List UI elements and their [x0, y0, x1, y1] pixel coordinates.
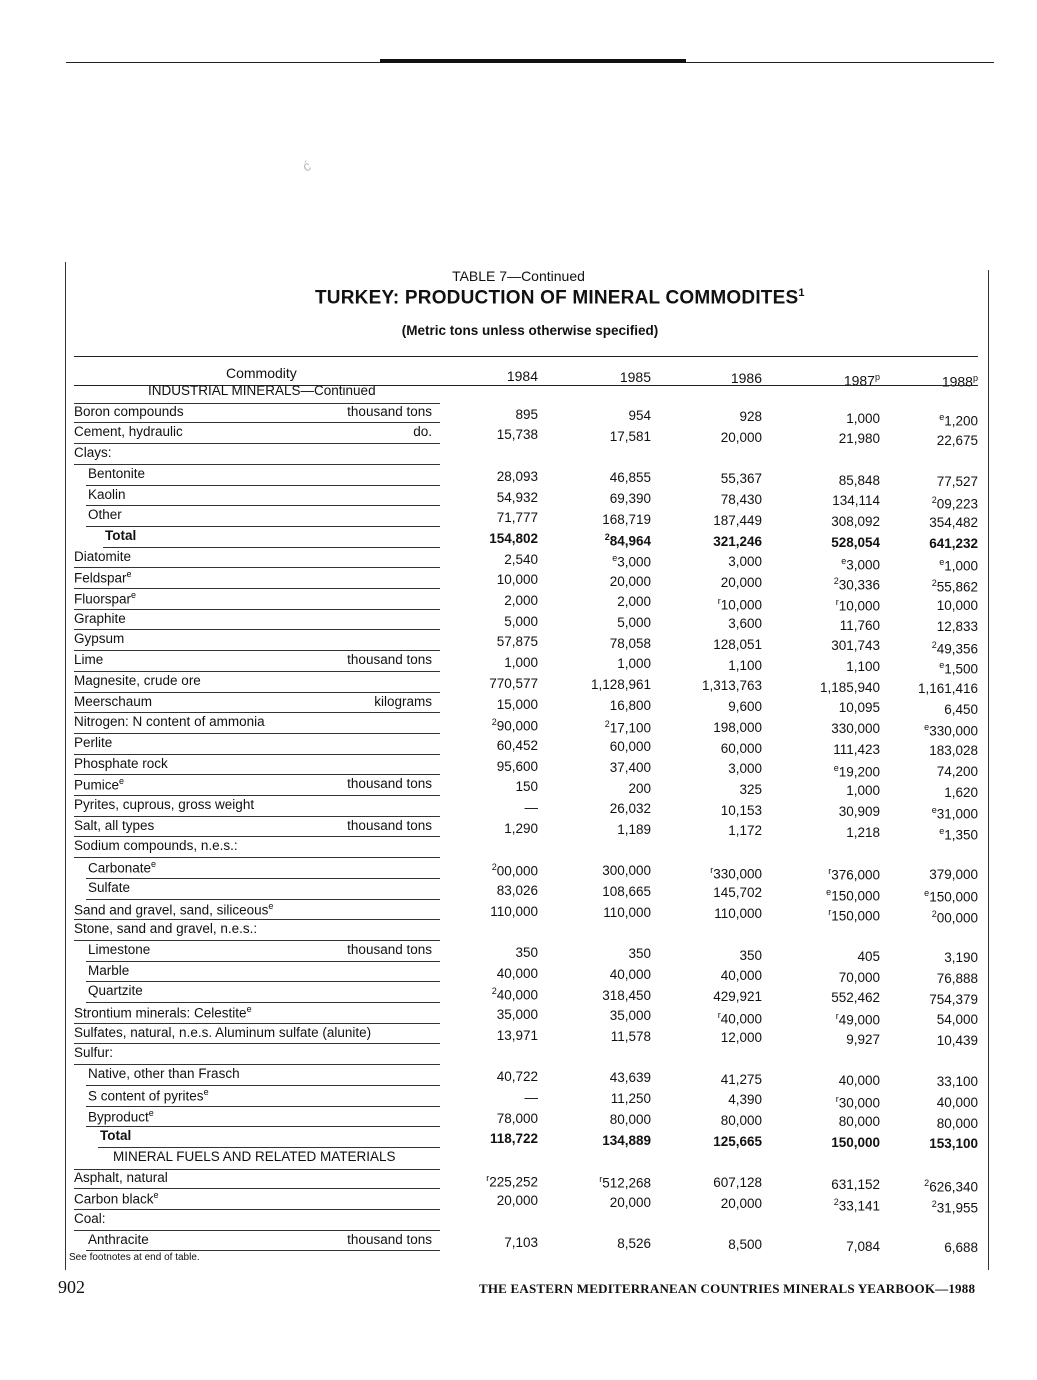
row-rule — [74, 712, 440, 713]
value-cell: 78,058 — [609, 635, 651, 651]
commodity-label: Total — [100, 1128, 132, 1144]
value-cell: 12,833 — [936, 618, 978, 634]
value-cell: 895 — [515, 406, 538, 422]
value-cell: 1,620 — [944, 784, 978, 800]
value-cell: 150,000 — [831, 1135, 880, 1151]
row-rule — [74, 774, 440, 775]
value-cell: 60,000 — [720, 740, 762, 756]
column-header-1984: 1984 — [506, 368, 538, 384]
value-cell: 35,000 — [496, 1007, 538, 1022]
row-rule — [74, 443, 440, 444]
row-rule — [86, 899, 440, 900]
value-cell: $^2$40,000 — [491, 986, 538, 1003]
value-cell: $^r$376,000 — [828, 866, 880, 883]
row-rule — [74, 422, 440, 423]
value-cell: 40,000 — [496, 965, 538, 981]
value-cell: 134,889 — [602, 1132, 651, 1148]
commodity-label: Other — [88, 507, 122, 523]
row-rule — [74, 650, 440, 651]
value-cell: 46,855 — [609, 470, 651, 486]
value-cell: $^r$330,000 — [710, 864, 762, 882]
pencil-mark: ć — [299, 157, 314, 175]
value-cell: 134,114 — [832, 493, 880, 509]
table-title-text: TURKEY: PRODUCTION OF MINERAL COMMODITES — [315, 287, 799, 309]
value-cell: 20,000 — [720, 574, 762, 590]
value-cell: 150 — [515, 779, 538, 795]
commodity-label: Bentonite — [88, 465, 146, 481]
column-header-1985: 1985 — [619, 369, 651, 386]
commodity-label: Sulfur: — [74, 1045, 114, 1061]
value-cell: 22,675 — [936, 432, 978, 448]
value-cell: 405 — [857, 948, 880, 964]
value-cell: 6,450 — [944, 701, 978, 717]
value-cell: 198,000 — [713, 719, 762, 735]
column-header-1986: 1986 — [730, 370, 762, 387]
value-cell: 11,578 — [610, 1029, 651, 1044]
value-cell: 9,927 — [846, 1031, 880, 1047]
row-rule — [74, 1023, 440, 1024]
value-cell: 1,290 — [504, 820, 538, 836]
value-cell: 325 — [739, 781, 762, 797]
value-cell: 15,000 — [496, 696, 538, 712]
value-cell: 607,128 — [713, 1175, 762, 1191]
value-cell: 1,313,763 — [701, 678, 762, 694]
value-cell: 80,000 — [720, 1113, 762, 1129]
value-cell: 5,000 — [617, 615, 651, 630]
value-cell: $^e$19,200 — [833, 762, 880, 779]
value-cell: 770,577 — [489, 675, 538, 691]
commodity-label: Phosphate rock — [74, 755, 168, 771]
value-cell: 8,500 — [728, 1237, 762, 1253]
unit-label: do. — [413, 424, 432, 440]
section-heading: MINERAL FUELS AND RELATED MATERIALS — [113, 1148, 396, 1164]
commodity-label: Pyrites, cuprous, gross weight — [74, 797, 255, 812]
row-rule — [86, 878, 440, 879]
row-rule — [98, 1147, 440, 1148]
value-cell: 78,430 — [720, 492, 762, 508]
value-cell: 28,093 — [496, 468, 538, 484]
table-title — [315, 287, 805, 309]
value-cell: $^r$49,000 — [835, 1010, 880, 1028]
value-cell: 128,051 — [713, 637, 762, 652]
commodity-label: Boron compounds — [74, 403, 184, 419]
value-cell: 10,153 — [720, 802, 762, 818]
unit-label: thousand tons — [347, 776, 432, 792]
value-cell: 350 — [628, 946, 651, 962]
column-header-1988: 1988$^p$ — [941, 372, 978, 390]
value-cell: $^2$17,100 — [604, 718, 651, 735]
value-cell: 3,000 — [728, 761, 762, 777]
value-cell: 350 — [515, 944, 538, 960]
commodity-label: Asphalt, natural — [74, 1169, 168, 1185]
commodity-label: Stone, sand and gravel, n.e.s.: — [74, 921, 258, 937]
commodity-label: Clays: — [74, 445, 112, 461]
value-cell: 1,100 — [846, 659, 880, 674]
unit-label: thousand tons — [347, 652, 432, 668]
value-cell: 330,000 — [831, 721, 880, 737]
value-cell: 9,600 — [728, 699, 762, 715]
row-rule — [74, 671, 440, 672]
value-cell: 2,540 — [504, 551, 538, 567]
value-cell: 40,000 — [936, 1095, 978, 1110]
value-cell: 429,921 — [713, 988, 762, 1004]
value-cell: 552,462 — [831, 990, 880, 1006]
footnote: See footnotes at end of table. — [69, 1252, 200, 1263]
value-cell: 110,000 — [490, 903, 538, 919]
value-cell: $^2$90,000 — [491, 717, 538, 734]
value-cell: 10,095 — [838, 700, 880, 716]
row-rule — [74, 1188, 440, 1189]
page-number: 902 — [58, 1277, 85, 1297]
commodity-label: Strontium minerals: Celestite$^e$ — [74, 1004, 252, 1021]
value-cell: $^2$84,964 — [604, 532, 651, 549]
value-cell: 10,439 — [936, 1032, 978, 1048]
value-cell: 200 — [628, 780, 651, 796]
value-cell: 11,760 — [839, 617, 880, 633]
value-cell: $^e$3,000 — [841, 555, 880, 572]
value-cell: 85,848 — [838, 472, 880, 488]
unit-label: thousand tons — [347, 1231, 432, 1247]
commodity-label: Perlite — [74, 734, 113, 750]
value-cell: 60,000 — [609, 739, 651, 755]
value-cell: 71,777 — [496, 510, 538, 526]
value-cell: 16,800 — [609, 697, 651, 713]
value-cell: 3,000 — [728, 554, 762, 570]
value-cell: 8,526 — [617, 1236, 651, 1251]
value-cell: 1,000 — [617, 656, 651, 672]
value-cell: 20,000 — [609, 573, 651, 589]
value-cell: 80,000 — [609, 1111, 651, 1127]
commodity-label: Diatomite — [74, 548, 132, 564]
row-rule — [74, 567, 440, 568]
value-cell: 7,103 — [504, 1234, 538, 1250]
value-cell: 1,218 — [846, 824, 880, 840]
value-cell: 183,028 — [929, 743, 978, 759]
row-rule — [74, 754, 440, 755]
row-rule — [86, 981, 440, 982]
value-cell: 40,000 — [609, 966, 651, 982]
row-rule — [74, 816, 440, 817]
value-cell: 40,000 — [720, 968, 762, 984]
value-cell: 379,000 — [929, 867, 978, 883]
value-cell: 3,190 — [944, 950, 978, 966]
value-cell: 631,152 — [831, 1176, 880, 1192]
value-cell: — — [524, 1089, 538, 1105]
value-cell: 11,250 — [610, 1091, 651, 1107]
row-rule — [74, 692, 440, 693]
row-rule — [74, 1209, 440, 1210]
value-cell: 6,688 — [944, 1239, 978, 1255]
value-cell: 77,527 — [936, 474, 978, 489]
value-cell: 641,232 — [929, 536, 978, 552]
value-cell: 60,452 — [496, 737, 538, 753]
value-cell: 528,054 — [831, 534, 880, 550]
value-cell: 69,390 — [609, 490, 651, 506]
row-rule — [86, 1085, 440, 1086]
row-rule — [74, 588, 440, 589]
value-cell: 110,000 — [603, 904, 651, 920]
value-cell: 301,743 — [831, 638, 880, 654]
value-cell: 1,128,961 — [590, 677, 651, 693]
running-title: THE EASTERN MEDITERRANEAN COUNTRIES MINERALS YEARBOOK—1988 — [479, 1281, 976, 1296]
value-cell: 108,665 — [602, 884, 651, 900]
value-cell: 1,100 — [728, 657, 762, 673]
table-subtitle: (Metric tons unless otherwise specified) — [401, 323, 659, 338]
commodity-label: Carbon black$^e$ — [74, 1190, 159, 1207]
unit-label: thousand tons — [347, 403, 432, 419]
value-cell: $^2$30,336 — [833, 576, 880, 593]
value-cell: $^r$225,252 — [486, 1172, 538, 1190]
value-cell: 54,000 — [936, 1012, 978, 1028]
commodity-label: Byproduct$^e$ — [88, 1107, 154, 1124]
value-cell: 76,888 — [936, 970, 978, 986]
value-cell: $^2$09,223 — [931, 494, 978, 512]
commodity-label: Nitrogen: N content of ammonia — [74, 714, 265, 730]
row-rule — [74, 733, 440, 734]
row-rule — [74, 857, 440, 858]
value-cell: 20,000 — [720, 430, 762, 445]
value-cell: 308,092 — [831, 514, 880, 530]
value-cell: 57,875 — [496, 634, 538, 650]
value-cell: $^e$150,000 — [924, 888, 978, 905]
value-cell: 1,172 — [728, 823, 762, 839]
value-cell: 41,275 — [720, 1071, 762, 1087]
value-cell: 7,084 — [846, 1238, 880, 1254]
value-cell: $^2$00,000 — [931, 908, 978, 926]
value-cell: 187,449 — [713, 512, 762, 528]
value-cell: 20,000 — [609, 1194, 651, 1210]
row-rule — [86, 1106, 440, 1107]
value-cell: 1,161,416 — [917, 681, 978, 696]
row-rule — [74, 609, 440, 610]
commodity-label: Feldspar$^e$ — [74, 569, 132, 586]
value-cell: $^2$00,000 — [491, 862, 538, 879]
value-cell: 26,032 — [609, 801, 651, 817]
commodity-label: Meerschaum — [74, 693, 153, 709]
commodity-label: Quartzite — [88, 983, 143, 999]
value-cell: $^2$33,141 — [833, 1197, 880, 1214]
commodity-label: Sodium compounds, n.e.s.: — [74, 838, 238, 854]
value-cell: $^2$626,340 — [924, 1177, 978, 1195]
value-cell: 354,482 — [929, 515, 978, 531]
value-cell: 145,702 — [713, 885, 762, 901]
value-cell: $^r$512,268 — [599, 1173, 651, 1191]
commodity-label: S content of pyrites$^e$ — [88, 1086, 209, 1104]
value-cell: 54,932 — [496, 489, 538, 505]
commodity-label: Pumice$^e$ — [74, 776, 125, 793]
row-rule — [74, 629, 440, 630]
value-cell: 78,000 — [496, 1110, 538, 1126]
value-cell: 83,026 — [496, 882, 538, 898]
commodity-label: Marble — [88, 962, 130, 978]
value-cell: $^e$1,200 — [939, 411, 978, 429]
value-cell: $^r$10,000 — [835, 596, 880, 614]
value-cell: 20,000 — [496, 1193, 538, 1209]
value-cell: $^r$30,000 — [835, 1093, 880, 1111]
value-cell: $^e$1,350 — [939, 825, 978, 843]
value-cell: 928 — [739, 409, 762, 425]
value-cell: 1,189 — [617, 822, 651, 837]
value-cell: $^e$3,000 — [612, 552, 651, 570]
value-cell: 5,000 — [504, 613, 538, 629]
value-cell: 80,000 — [838, 1114, 880, 1130]
commodity-label: Anthracite — [88, 1231, 149, 1247]
right-margin-rule — [988, 270, 989, 1270]
value-cell: 35,000 — [609, 1008, 651, 1024]
value-cell: 30,909 — [838, 803, 880, 819]
commodity-label: Limestone — [88, 941, 151, 957]
unit-label: kilograms — [374, 693, 432, 709]
row-rule — [103, 547, 440, 548]
column-header-commodity: Commodity — [226, 365, 297, 381]
commodity-label: Sulfates, natural, n.e.s. Aluminum sulfate (alunite) — [74, 1024, 372, 1040]
value-cell: $^r$10,000 — [717, 595, 762, 613]
value-cell: 70,000 — [838, 969, 880, 985]
value-cell: $^e$150,000 — [826, 886, 880, 904]
header-top-rule — [74, 356, 978, 357]
value-cell: $^e$330,000 — [924, 722, 978, 739]
value-cell: 20,000 — [720, 1195, 762, 1211]
row-rule — [74, 1043, 440, 1044]
row-rule — [74, 1064, 440, 1065]
value-cell: $^r$150,000 — [828, 907, 880, 924]
commodity-label: Sand and gravel, sand, siliceous$^e$ — [74, 900, 274, 917]
commodity-label: Total — [105, 527, 137, 543]
row-rule — [74, 464, 440, 465]
value-cell: 74,200 — [936, 763, 978, 779]
value-cell: 2,000 — [617, 594, 651, 610]
row-rule — [74, 1230, 440, 1231]
value-cell: 954 — [628, 408, 651, 423]
value-cell: $^2$31,955 — [931, 1198, 978, 1215]
commodity-label: Carbonate$^e$ — [88, 859, 157, 876]
value-cell: 43,639 — [609, 1070, 651, 1086]
left-margin-rule — [65, 262, 66, 1270]
commodity-label: Magnesite, crude ore — [74, 672, 201, 688]
value-cell: 300,000 — [602, 863, 651, 879]
value-cell: 125,665 — [713, 1133, 762, 1149]
value-cell: 321,246 — [713, 533, 762, 549]
row-rule — [86, 1126, 440, 1127]
value-cell: 21,980 — [838, 431, 880, 447]
row-rule — [74, 836, 440, 837]
unit-label: thousand tons — [347, 941, 432, 957]
column-header-1987: 1987$^p$ — [843, 371, 880, 389]
row-rule — [86, 526, 440, 527]
value-cell: 10,000 — [936, 598, 978, 614]
unit-label: thousand tons — [347, 817, 432, 833]
value-cell: 37,400 — [609, 759, 651, 775]
commodity-label: Graphite — [74, 610, 126, 626]
value-cell: 33,100 — [936, 1074, 978, 1090]
commodity-label: Lime — [74, 652, 104, 668]
commodity-label: Fluorspar$^e$ — [74, 590, 137, 607]
value-cell: $^r$40,000 — [717, 1009, 762, 1027]
value-cell: 318,450 — [602, 987, 651, 1003]
value-cell: — — [524, 800, 538, 815]
value-cell: 2,000 — [504, 593, 538, 608]
value-cell: 168,719 — [602, 511, 651, 527]
value-cell: 1,000 — [846, 410, 880, 426]
commodity-label: Salt, all types — [74, 817, 155, 833]
value-cell: 1,185,940 — [819, 679, 880, 695]
value-cell: 118,722 — [489, 1131, 538, 1147]
commodity-label: Native, other than Frasch — [88, 1066, 240, 1082]
row-rule — [86, 485, 440, 486]
row-rule — [74, 919, 440, 920]
value-cell: 55,367 — [720, 471, 762, 487]
value-cell: 80,000 — [936, 1115, 978, 1131]
commodity-label: Kaolin — [88, 486, 126, 502]
value-cell: $^e$1,500 — [939, 660, 978, 677]
value-cell: $^e$31,000 — [931, 805, 978, 822]
row-rule — [74, 795, 440, 796]
value-cell: 350 — [739, 947, 762, 963]
value-cell: 13,971 — [496, 1027, 538, 1043]
value-cell: 153,100 — [929, 1136, 978, 1152]
table-number: TABLE 7—Continued — [452, 268, 585, 284]
value-cell: 15,738 — [496, 427, 538, 443]
row-rule — [86, 961, 440, 962]
value-cell: $^e$1,000 — [939, 556, 978, 574]
value-cell: $^2$55,862 — [931, 577, 978, 594]
value-cell: 40,000 — [838, 1073, 880, 1088]
value-cell: 17,581 — [609, 428, 651, 444]
value-cell: 1,000 — [504, 655, 538, 671]
top-rule-bar — [380, 59, 686, 63]
title-footnote-mark: 1 — [798, 287, 805, 299]
value-cell: 111,423 — [833, 741, 880, 757]
value-cell: 1,000 — [846, 783, 880, 799]
section-heading: INDUSTRIAL MINERALS—Continued — [148, 383, 376, 398]
commodity-label: Cement, hydraulic — [74, 424, 183, 440]
commodity-label: Coal: — [74, 1211, 106, 1226]
value-cell: 10,000 — [496, 572, 538, 588]
row-rule — [86, 1002, 440, 1003]
value-cell: 154,802 — [489, 530, 538, 546]
value-cell: 40,722 — [496, 1069, 538, 1085]
value-cell: 12,000 — [720, 1030, 762, 1046]
commodity-label: Sulfate — [88, 879, 131, 895]
value-cell: 4,390 — [728, 1092, 762, 1108]
value-cell: $^2$49,356 — [931, 639, 978, 657]
value-cell: 3,600 — [728, 616, 762, 632]
row-rule — [74, 940, 440, 941]
value-cell: 754,379 — [929, 991, 978, 1007]
commodity-label: Gypsum — [74, 631, 125, 647]
value-cell: 110,000 — [714, 906, 762, 922]
value-cell: 95,600 — [496, 758, 538, 774]
row-rule — [86, 505, 440, 506]
